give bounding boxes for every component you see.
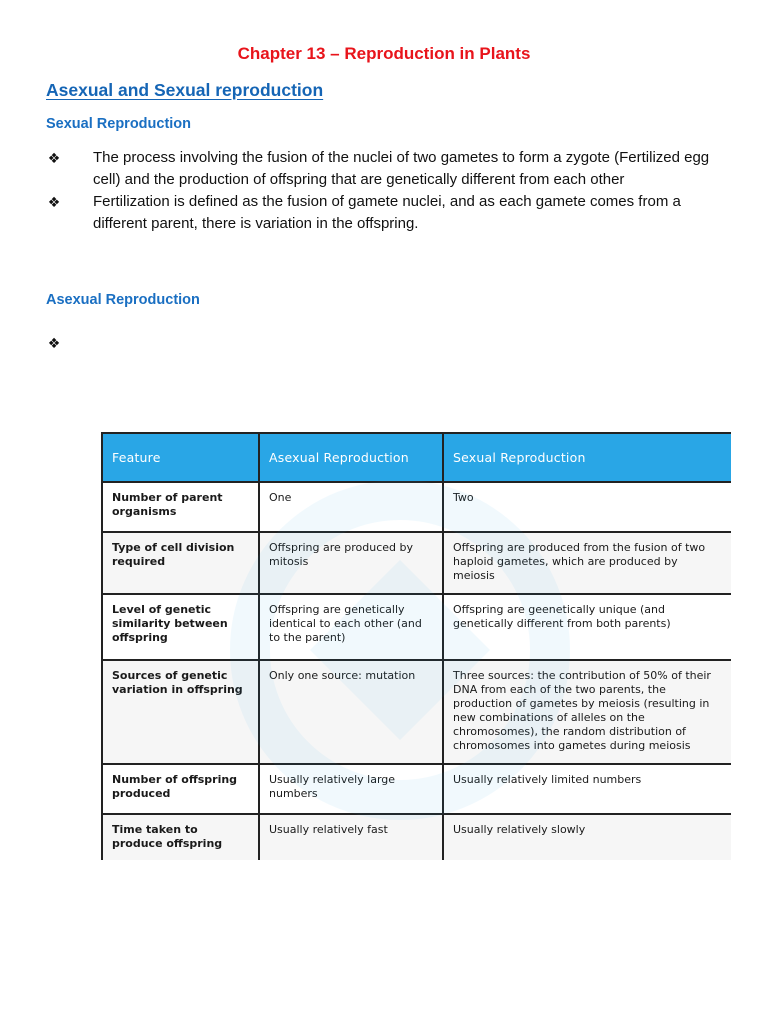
feature-cell: Number of parent organisms: [102, 482, 259, 532]
list-item: [46, 191, 736, 235]
table-row: [102, 814, 731, 860]
table-row: [102, 482, 731, 532]
asexual-cell: Usually relatively large numbers: [259, 764, 443, 814]
diamond-bullet-icon: ❖: [47, 150, 61, 166]
chapter-title: Chapter 13 – Reproduction in Plants: [237, 44, 531, 63]
section-heading: Asexual and Sexual reproduction: [46, 80, 324, 100]
asexual-cell: One: [259, 482, 443, 532]
list-item: [46, 147, 736, 191]
sexual-reproduction-bullets: [46, 147, 736, 235]
sexual-cell: Usually relatively limited numbers: [443, 764, 731, 814]
table-row: [102, 764, 731, 814]
comparison-table-container: [101, 432, 731, 860]
asexual-reproduction-heading: Asexual Reproduction: [46, 292, 200, 308]
sexual-cell: Usually relatively slowly: [443, 814, 731, 860]
sexual-cell: Offspring are produced from the fusion of two haploid gametes, which are produced by meiosis: [443, 532, 731, 594]
sexual-cell: Two: [443, 482, 731, 532]
table-row: [102, 660, 731, 764]
bullet-text: The process involving the fusion of the nuclei of two gametes to form a zygote (Fertilized egg cell) and the production of offspring that are genetically different from each other: [93, 149, 710, 188]
feature-cell: Number of offspring produced: [102, 764, 259, 814]
table-header-row: [102, 433, 731, 482]
column-header-asexual: Asexual Reproduction: [259, 433, 443, 482]
column-header-sexual: Sexual Reproduction: [443, 433, 731, 482]
sexual-reproduction-heading: Sexual Reproduction: [46, 116, 192, 132]
asexual-cell: Offspring are genetically identical to each other (and to the parent): [259, 594, 443, 660]
feature-cell: Type of cell division required: [102, 532, 259, 594]
sexual-cell: Offspring are geenetically unique (and genetically different from both parents): [443, 594, 731, 660]
feature-cell: Time taken to produce offspring: [102, 814, 259, 860]
asexual-cell: Usually relatively fast: [259, 814, 443, 860]
sexual-cell: Three sources: the contribution of 50% of their DNA from each of the two parents, the production of gametes by meiosis (resulting in new combinations of alleles on the chromosomes), the random distribution of chromosomes into gametes during meiosis: [443, 660, 731, 764]
bullet-text: Fertilization is defined as the fusion of gamete nuclei, and as each gamete comes from a different parent, there is variation in the offspring.: [93, 193, 681, 232]
comparison-table: [101, 432, 731, 860]
feature-cell: Sources of genetic variation in offspring: [102, 660, 259, 764]
table-row: [102, 532, 731, 594]
column-header-feature: Feature: [102, 433, 259, 482]
diamond-bullet-icon: ❖: [47, 194, 61, 210]
feature-cell: Level of genetic similarity between offspring: [102, 594, 259, 660]
diamond-bullet-icon: ❖: [47, 335, 61, 351]
asexual-cell: Only one source: mutation: [259, 660, 443, 764]
table-row: [102, 594, 731, 660]
asexual-cell: Offspring are produced by mitosis: [259, 532, 443, 594]
